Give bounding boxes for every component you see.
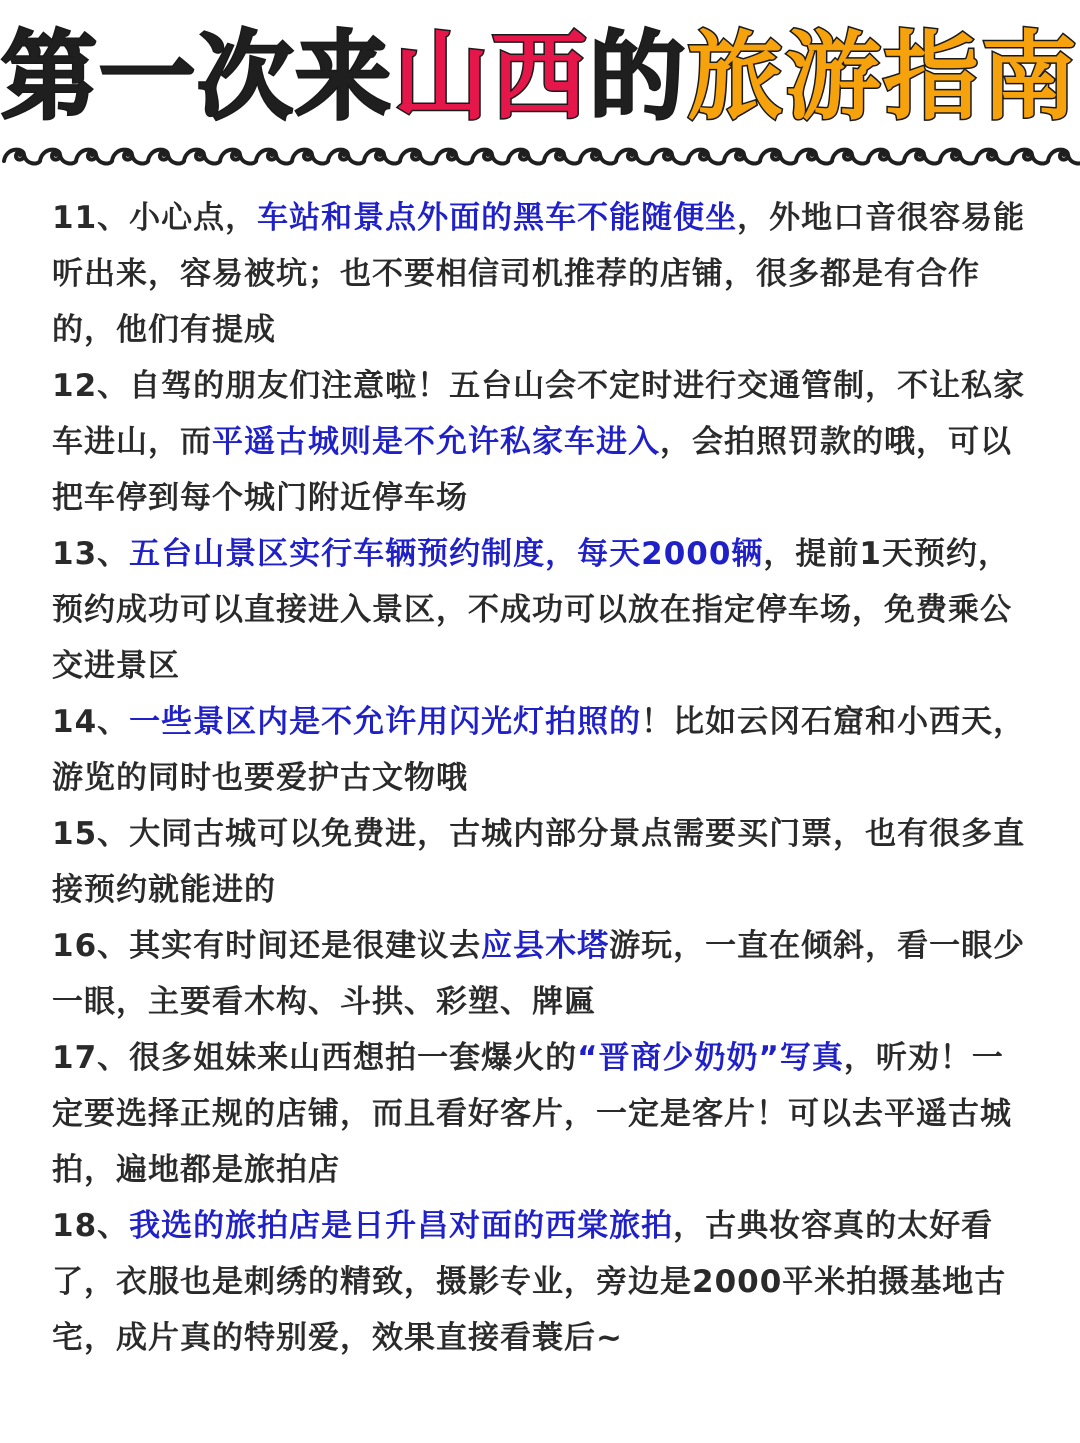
tip-item bbox=[52, 1198, 1028, 1366]
wave-scroll-segment bbox=[364, 150, 400, 164]
tip-item bbox=[52, 190, 1028, 358]
wave-scroll-segment bbox=[76, 150, 112, 164]
title-part-3: 的 bbox=[589, 21, 687, 133]
tip-text: ！比如云冈石窟和小西天，游览的同时也要爱护古文物哦 bbox=[52, 704, 1026, 796]
wave-scroll-segment bbox=[220, 150, 256, 164]
decorative-wave-divider bbox=[0, 140, 1080, 170]
tip-text: 15、大同古城可以免费进，古城内部分景点需要买门票，也有很多直接预约就能进的 bbox=[52, 816, 1026, 908]
wave-scroll-segment bbox=[436, 150, 472, 164]
wave-scroll-segment bbox=[868, 150, 904, 164]
page-title bbox=[0, 22, 1080, 132]
title-part-1: 第一次来 bbox=[1, 21, 393, 133]
wave-scroll-segment bbox=[112, 150, 148, 164]
wave-scroll-segment bbox=[544, 150, 580, 164]
tip-highlight-text: 平遥古城则是不允许私家车进入 bbox=[212, 424, 660, 460]
wave-scroll-segment bbox=[256, 150, 292, 164]
wave-scroll-segment bbox=[1012, 150, 1048, 164]
wave-scroll-segment bbox=[472, 150, 508, 164]
tip-highlight-text: 一些景区内是不允许用闪光灯拍照的 bbox=[129, 704, 642, 740]
tip-text: ，古典妆容真的太好看了，衣服也是刺绣的精致，摄影专业，旁边是2000平米拍摄基地古宅，成片真的特别爱，效果直接看蓑后~ bbox=[52, 1208, 1007, 1356]
tip-item bbox=[52, 526, 1028, 694]
title-part-4: 旅游指南 bbox=[687, 21, 1079, 133]
wave-scroll-segment bbox=[832, 150, 868, 164]
tip-highlight-text: 车站和景点外面的黑车不能随便坐 bbox=[257, 200, 738, 236]
title-part-2: 山西 bbox=[393, 21, 589, 133]
tip-highlight-text: “晋商少奶奶”写真 bbox=[577, 1040, 844, 1076]
tip-item bbox=[52, 1030, 1028, 1198]
tip-text: 17、很多姐妹来山西想拍一套爆火的 bbox=[52, 1040, 578, 1076]
wave-scroll-segment bbox=[904, 150, 940, 164]
tip-text: ，外地口音很容易能听出来，容易被坑；也不要相信司机推荐的店铺，很多都是有合作的，他们有提成 bbox=[52, 200, 1026, 348]
wave-scroll-segment bbox=[184, 150, 220, 164]
wave-scroll-segment bbox=[148, 150, 184, 164]
tips-list bbox=[52, 190, 1028, 1366]
tip-item bbox=[52, 358, 1028, 526]
tip-highlight-text: 应县木塔 bbox=[481, 928, 610, 964]
wave-scroll-segment bbox=[508, 150, 544, 164]
tip-text: 游玩，一直在倾斜，看一眼少一眼，主要看木构、斗拱、彩塑、牌匾 bbox=[52, 928, 1026, 1020]
wave-scroll-segment bbox=[616, 150, 652, 164]
wave-scroll-segment bbox=[760, 150, 796, 164]
wave-scroll-segment bbox=[688, 150, 724, 164]
tip-highlight-text: 五台山景区实行车辆预约制度，每天2000辆 bbox=[129, 536, 764, 572]
tip-item bbox=[52, 918, 1028, 1030]
wave-scroll-segment bbox=[796, 150, 832, 164]
tip-text: ，听劝！一定要选择正规的店铺，而且看好客片，一定是客片！可以去平遥古城拍，遍地都是旅拍店 bbox=[52, 1040, 1012, 1188]
wave-scroll-segment bbox=[40, 150, 76, 164]
wave-scroll-segment bbox=[580, 150, 616, 164]
wave-scroll-segment bbox=[1048, 150, 1080, 164]
tip-text: 11、小心点， bbox=[52, 200, 258, 236]
tip-text: 18、 bbox=[52, 1208, 130, 1244]
wave-scroll-segment bbox=[400, 150, 436, 164]
wave-scroll-segment bbox=[976, 150, 1012, 164]
tip-item bbox=[52, 806, 1028, 918]
tip-text: ，会拍照罚款的哦，可以把车停到每个城门附近停车场 bbox=[52, 424, 1012, 516]
tip-highlight-text: 我选的旅拍店是日升昌对面的西棠旅拍 bbox=[129, 1208, 674, 1244]
tip-text: 16、其实有时间还是很建议去 bbox=[52, 928, 482, 964]
wave-scroll-segment bbox=[4, 150, 40, 164]
tip-text: 14、 bbox=[52, 704, 130, 740]
page-title-text bbox=[1, 22, 1079, 132]
tip-item bbox=[52, 694, 1028, 806]
wave-scroll-segment bbox=[292, 150, 328, 164]
tip-text: 12、自驾的朋友们注意啦！五台山会不定时进行交通管制，不让私家车进山，而 bbox=[52, 368, 1026, 460]
tip-text: ，提前1天预约，预约成功可以直接进入景区，不成功可以放在指定停车场，免费乘公交进景区 bbox=[52, 536, 1012, 684]
wave-scroll-segment bbox=[724, 150, 760, 164]
wave-scroll-segment bbox=[940, 150, 976, 164]
wave-scroll-segment bbox=[652, 150, 688, 164]
wave-scroll-segment bbox=[328, 150, 364, 164]
tip-text: 13、 bbox=[52, 536, 130, 572]
